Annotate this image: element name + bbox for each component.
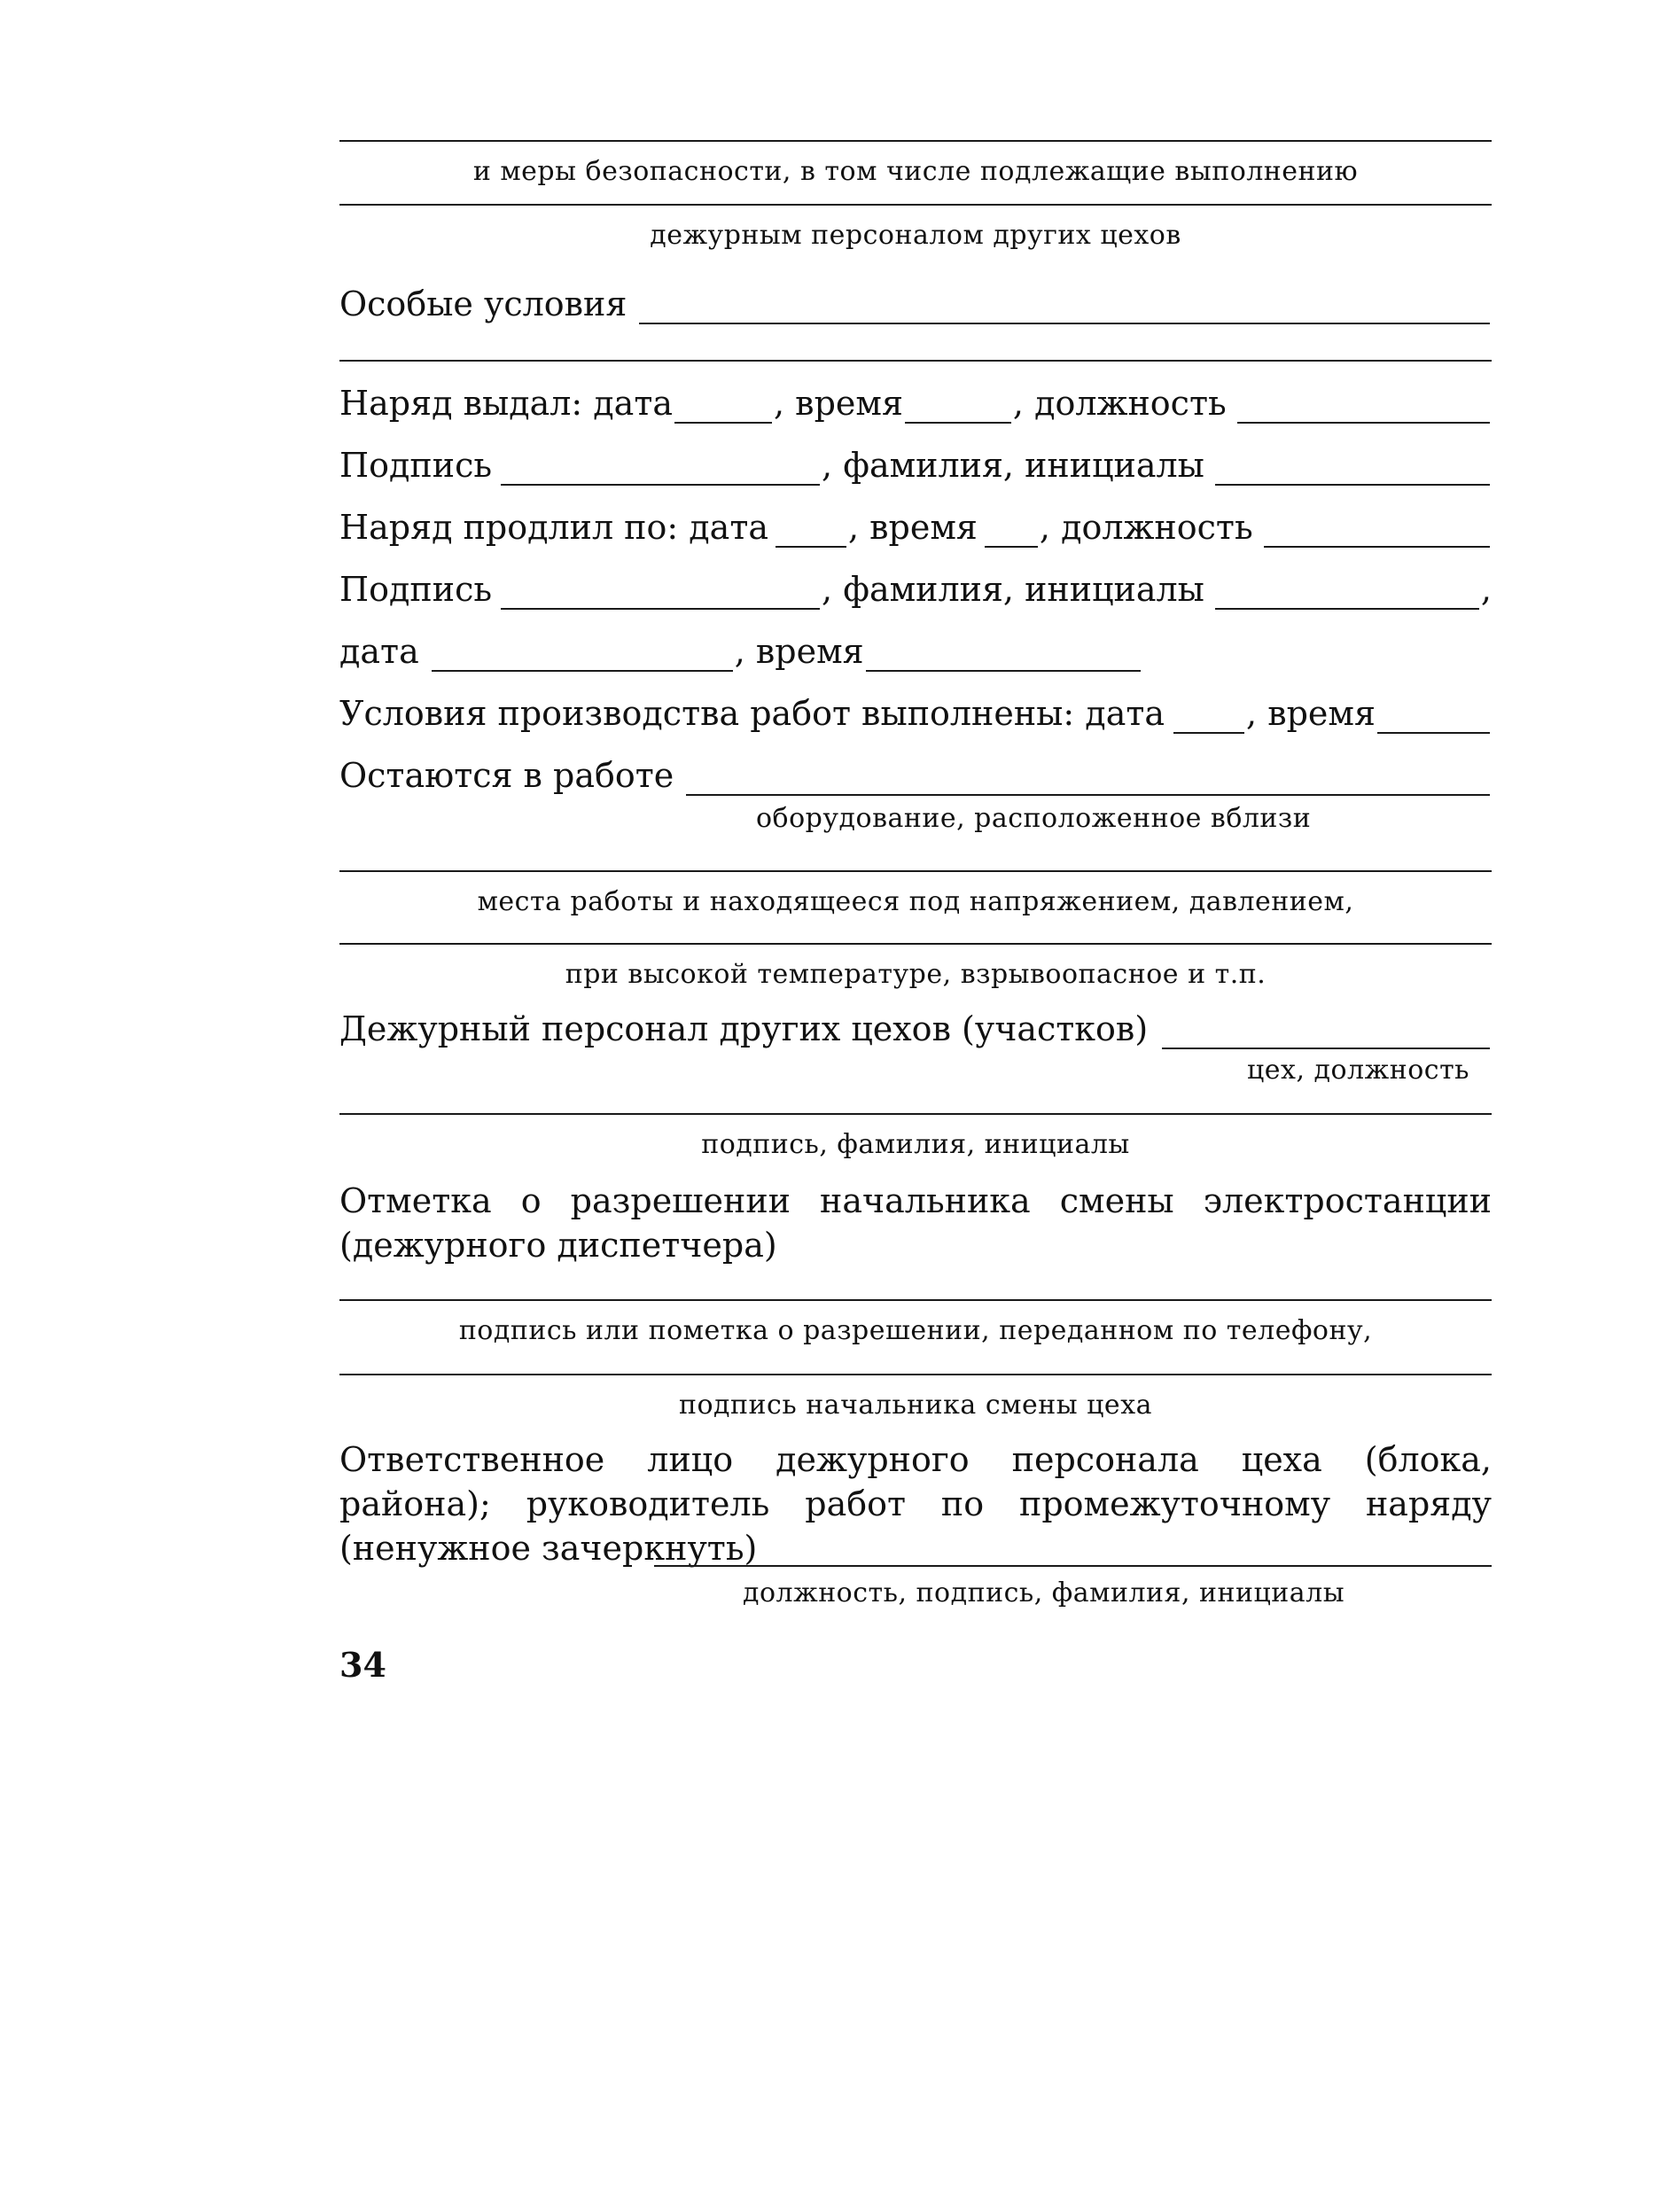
top-caption-duty-staff: дежурным персоналом других цехов <box>650 220 1181 251</box>
blank-line[interactable] <box>339 943 1492 945</box>
remain-caption-equipment: оборудование, расположенное вблизи <box>756 803 1312 834</box>
special-conditions-row <box>339 284 1492 324</box>
remain-field[interactable] <box>686 764 1490 796</box>
extended-signature-field[interactable] <box>501 578 820 610</box>
responsible-text: Ответственное лицо дежурного персонала цеха (блока, района); руководитель работ по промежуточному наряду (ненужное зачеркнуть) <box>339 1440 1492 1568</box>
extended-time-label: , время <box>848 508 978 547</box>
special-conditions-label: Особые условия <box>339 284 627 323</box>
extended-date-label: Наряд продлил по: дата <box>339 508 768 547</box>
blank-line[interactable] <box>339 1299 1492 1301</box>
permission-caption-shift-head: подпись начальника смены цеха <box>679 1390 1152 1421</box>
duty-staff-field[interactable] <box>1162 1017 1490 1049</box>
issued-row <box>339 383 1492 424</box>
conditions-done-date-field[interactable] <box>1173 702 1244 734</box>
remain-row <box>339 755 1492 796</box>
issued-signature-row <box>339 445 1492 486</box>
issued-signature-field[interactable] <box>501 454 820 486</box>
form-page <box>339 133 1492 1685</box>
extended-row <box>339 507 1492 548</box>
issued-time-label: , время <box>774 384 903 423</box>
extended-time-field[interactable] <box>985 516 1038 548</box>
issued-date-field[interactable] <box>674 392 772 424</box>
issued-signature-label: Подпись <box>339 446 493 485</box>
responsible-block <box>339 1437 1492 1570</box>
extended-signature-row <box>339 569 1492 610</box>
special-conditions-field[interactable] <box>639 292 1490 324</box>
conditions-done-row <box>339 693 1492 734</box>
issued-date-label: Наряд выдал: дата <box>339 384 674 423</box>
extended-name-field[interactable] <box>1215 578 1479 610</box>
extended-second-time-field[interactable] <box>866 640 1141 672</box>
extended-signature-label: Подпись <box>339 570 493 609</box>
conditions-done-date-label: Условия производства работ выполнены: дата <box>339 694 1165 733</box>
responsible-caption: должность, подпись, фамилия, инициалы <box>743 1577 1345 1608</box>
permission-caption-phone: подпись или пометка о разрешении, переданном по телефону, <box>458 1315 1373 1346</box>
extended-position-label: , должность <box>1039 508 1253 547</box>
duty-staff-row <box>339 1009 1492 1049</box>
conditions-done-time-label: , время <box>1246 694 1376 733</box>
top-caption-safety: и меры безопасности, в том числе подлежащие выполнению <box>472 156 1359 187</box>
extended-name-label: , фамилия, инициалы <box>822 570 1204 609</box>
duty-staff-caption-signature: подпись, фамилия, инициалы <box>701 1129 1130 1160</box>
blank-line[interactable] <box>339 204 1492 206</box>
issued-time-field[interactable] <box>905 392 1011 424</box>
extended-position-field[interactable] <box>1264 516 1490 548</box>
extended-second-date-label: дата <box>339 632 419 671</box>
blank-line[interactable] <box>339 870 1492 872</box>
issued-name-label: , фамилия, инициалы <box>822 446 1204 485</box>
blank-line[interactable] <box>339 1374 1492 1375</box>
responsible-field[interactable] <box>654 1565 1492 1567</box>
remain-caption-voltage: места работы и находящееся под напряжением, давлением, <box>477 886 1354 917</box>
extended-second-date-field[interactable] <box>432 640 733 672</box>
extended-date-field[interactable] <box>776 516 846 548</box>
blank-line[interactable] <box>339 360 1492 362</box>
page-number: 34 <box>339 1645 386 1685</box>
issued-position-field[interactable] <box>1237 392 1490 424</box>
permission-text: Отметка о разрешении начальника смены электростанции (дежурного диспетчера) <box>339 1181 1492 1265</box>
extended-date-row <box>339 631 1492 672</box>
blank-line[interactable] <box>339 1113 1492 1115</box>
issued-position-label: , должность <box>1012 384 1227 423</box>
remain-label: Остаются в работе <box>339 756 674 795</box>
issued-name-field[interactable] <box>1215 454 1490 486</box>
duty-staff-caption-position: цех, должность <box>1246 1055 1469 1086</box>
remain-caption-temperature: при высокой температуре, взрывоопасное и т.п. <box>565 959 1267 990</box>
extended-second-time-label: , время <box>734 632 864 671</box>
duty-staff-label: Дежурный персонал других цехов (участков) <box>339 1009 1149 1048</box>
extended-comma: , <box>1480 570 1492 609</box>
blank-line[interactable] <box>339 140 1492 142</box>
conditions-done-time-field[interactable] <box>1377 702 1490 734</box>
